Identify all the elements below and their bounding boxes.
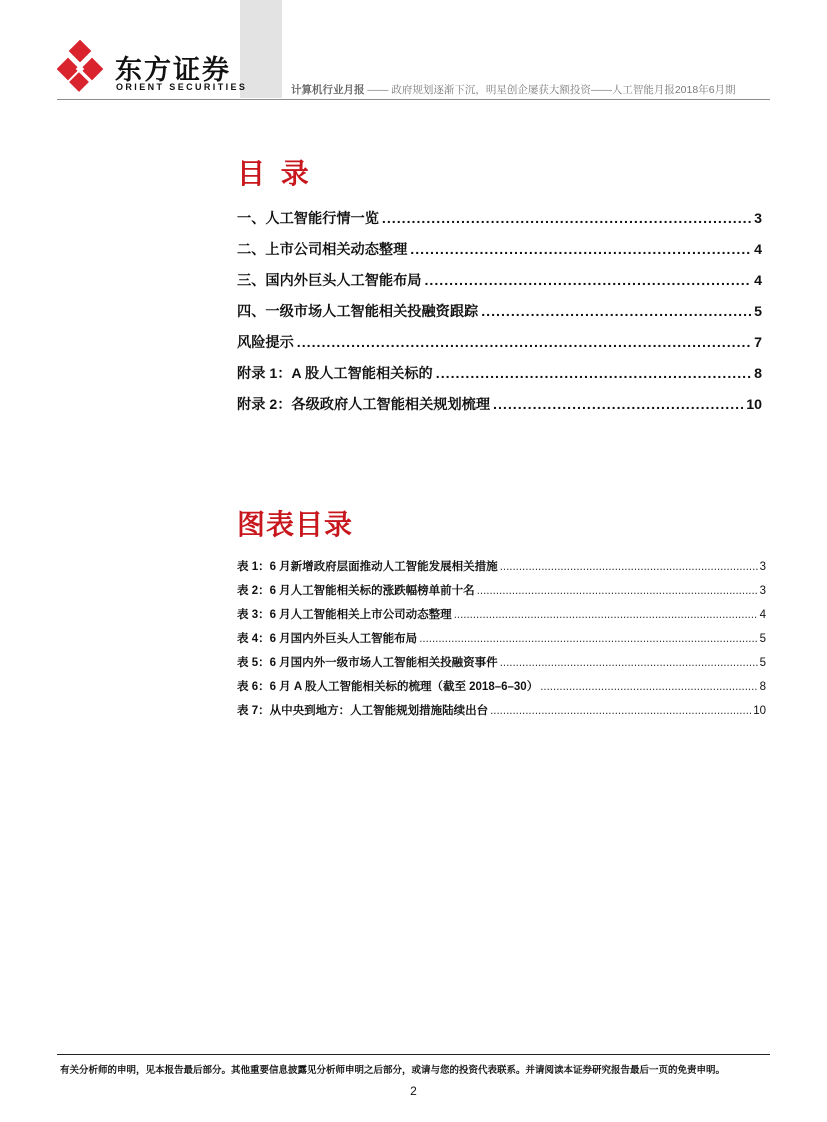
toc-entry[interactable] xyxy=(237,301,762,332)
dot-leader xyxy=(540,681,757,693)
toc-entry-page: 7 xyxy=(754,335,762,351)
logo-chinese-name: 东方证券 xyxy=(115,55,231,85)
dot-leader xyxy=(424,273,751,289)
toc-entry-page: 4 xyxy=(754,273,762,289)
figure-entry[interactable] xyxy=(237,582,766,606)
figure-entry-page: 4 xyxy=(759,609,766,621)
report-type: 计算机行业月报 xyxy=(291,84,365,96)
dot-leader xyxy=(490,705,751,717)
figure-entry-label: 表 3：6 月人工智能相关上市公司动态整理 xyxy=(237,609,452,621)
running-header xyxy=(291,82,736,97)
figure-entry[interactable] xyxy=(237,702,766,726)
toc-entry[interactable] xyxy=(237,239,762,270)
figure-list-title: 图表目录 xyxy=(237,509,354,540)
toc-entry-label: 附录 2：各级政府人工智能相关规划梳理 xyxy=(237,397,491,413)
toc-entry[interactable] xyxy=(237,270,762,301)
dot-leader xyxy=(297,335,751,351)
dot-leader xyxy=(419,633,757,645)
toc-entry-page: 10 xyxy=(746,397,762,413)
dot-leader xyxy=(436,366,751,382)
toc-entry-page: 3 xyxy=(754,211,762,227)
figure-entry-label: 表 6：6 月 A 股人工智能相关标的梳理（截至 2018–6–30） xyxy=(237,681,539,693)
figure-entry[interactable] xyxy=(237,654,766,678)
footer-disclaimer: 有关分析师的申明，见本报告最后部分。其他重要信息披露见分析师申明之后部分，或请与您的投资代表联系。并请阅读本证券研究报告最后一页的免责申明。 xyxy=(60,1065,726,1076)
dot-leader xyxy=(410,242,751,258)
header-divider xyxy=(57,99,770,100)
figure-entry[interactable] xyxy=(237,630,766,654)
company-logo xyxy=(57,40,248,100)
dot-leader xyxy=(382,211,751,227)
toc-entry-label: 三、国内外巨头人工智能布局 xyxy=(237,273,422,289)
toc-entry-label: 二、上市公司相关动态整理 xyxy=(237,242,408,258)
figure-entry-page: 8 xyxy=(759,681,766,693)
figure-entry[interactable] xyxy=(237,558,766,582)
toc-entry-label: 附录 1：A 股人工智能相关标的 xyxy=(237,366,433,382)
toc-entry-page: 4 xyxy=(754,242,762,258)
figure-entry-page: 5 xyxy=(759,657,766,669)
dot-leader xyxy=(454,609,758,621)
figure-entry-page: 10 xyxy=(753,705,766,717)
figure-entry-page: 3 xyxy=(759,585,766,597)
figure-list xyxy=(237,558,766,726)
toc-entry-label: 风险提示 xyxy=(237,335,294,351)
toc-entry[interactable] xyxy=(237,363,762,394)
toc-entry[interactable] xyxy=(237,208,762,239)
dot-leader xyxy=(500,657,758,669)
logo-english-name: ORIENT SECURITIES xyxy=(116,82,248,92)
figure-entry[interactable] xyxy=(237,678,766,702)
figure-entry-page: 3 xyxy=(759,561,766,573)
figure-entry-label: 表 5：6 月国内外一级市场人工智能相关投融资事件 xyxy=(237,657,498,669)
toc-title: 目 录 xyxy=(237,158,313,189)
toc-list xyxy=(237,208,762,425)
toc-entry-label: 一、人工智能行情一览 xyxy=(237,211,379,227)
dot-leader xyxy=(481,304,751,320)
footer-divider xyxy=(57,1054,770,1055)
figure-entry-label: 表 1：6 月新增政府层面推动人工智能发展相关措施 xyxy=(237,561,498,573)
figure-entry-label: 表 7：从中央到地方：人工智能规划措施陆续出台 xyxy=(237,705,489,717)
page-number: 2 xyxy=(410,1084,417,1098)
dot-leader xyxy=(477,585,758,597)
toc-entry-page: 8 xyxy=(754,366,762,382)
toc-entry-label: 四、一级市场人工智能相关投融资跟踪 xyxy=(237,304,479,320)
orient-logo-icon xyxy=(57,40,111,94)
dot-leader xyxy=(493,397,743,413)
figure-entry-page: 5 xyxy=(759,633,766,645)
toc-entry[interactable] xyxy=(237,394,762,425)
figure-entry-label: 表 4：6 月国内外巨头人工智能布局 xyxy=(237,633,418,645)
dot-leader xyxy=(500,561,758,573)
figure-entry[interactable] xyxy=(237,606,766,630)
toc-entry-page: 5 xyxy=(754,304,762,320)
toc-entry[interactable] xyxy=(237,332,762,363)
figure-entry-label: 表 2：6 月人工智能相关标的涨跌幅榜单前十名 xyxy=(237,585,475,597)
report-title: —— 政府规划逐渐下沉，明星创企屡获大额投资——人工智能月报2018年6月期 xyxy=(367,84,736,96)
